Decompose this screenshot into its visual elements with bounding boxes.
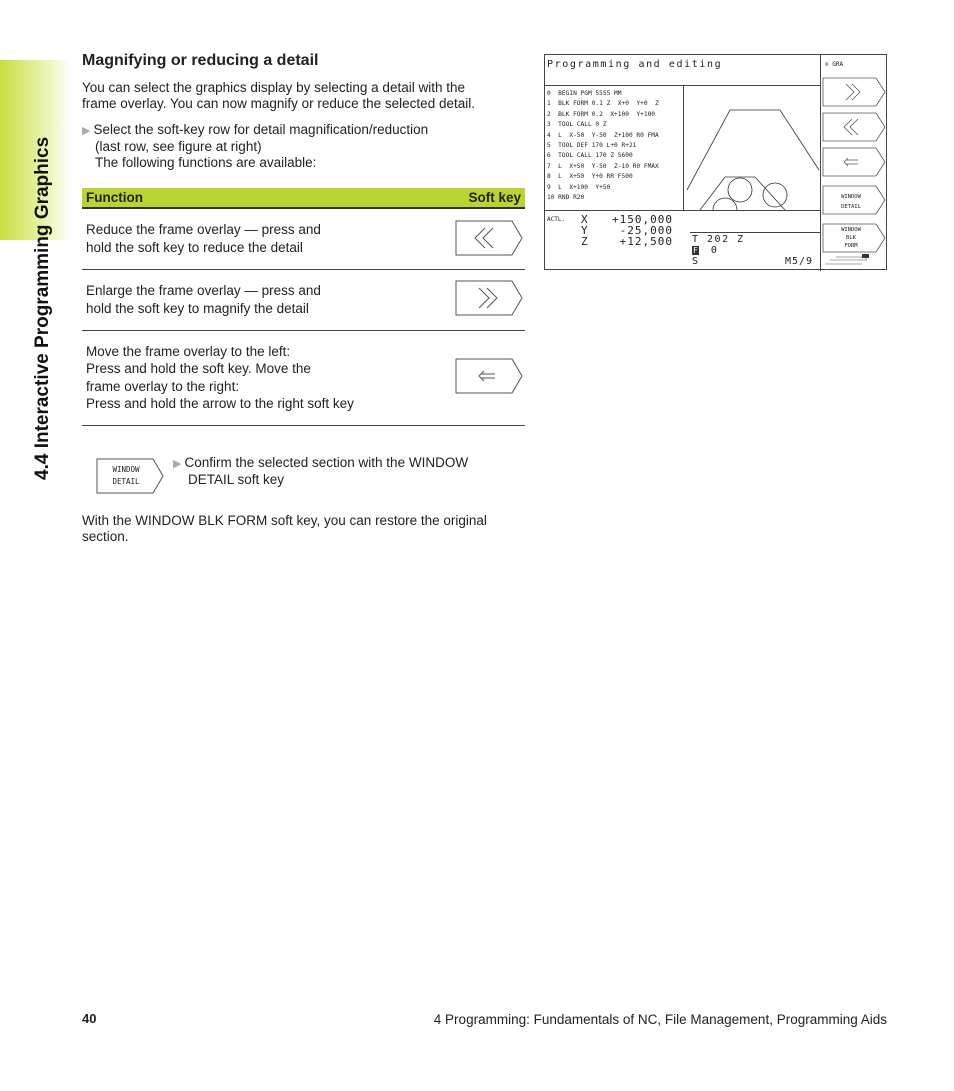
program-line[interactable]: 3 TOOL CALL 0 Z [547, 121, 607, 129]
corner-indicator: ⊙ GRA [825, 61, 844, 68]
screen-title: Programming and editing [547, 59, 723, 70]
program-line[interactable]: 9 L X+100 Y+50 [547, 183, 611, 191]
table-row [82, 269, 525, 330]
program-line[interactable]: 10 RND R20 [547, 194, 585, 202]
col-header-function: Function [82, 188, 437, 208]
function-description: Move the frame overlay to the left: Press and hold the soft key. Move the frame overlay to the right: Press and hold the arrow to the right soft key [82, 330, 437, 425]
program-line[interactable]: 8 L X+50 Y+0 RR F500 [547, 173, 633, 181]
program-line[interactable]: 2 BLK FORM 0.2 X+100 Y+100 [547, 110, 656, 118]
program-line[interactable]: 6 TOOL CALL 170 Z S600 [547, 152, 633, 160]
softkey-label: DETAIL [112, 477, 140, 486]
tnc-screen-figure [544, 54, 887, 270]
softkey-label: WINDOW [112, 465, 140, 474]
page-number: 40 [82, 1011, 97, 1026]
side-chapter-title: 4.4 Interactive Programming Graphics [32, 136, 53, 480]
bullet-triangle-icon: ▶ [173, 458, 182, 470]
feed-status: F 0 [693, 245, 717, 256]
screen-softkey-window-detail[interactable]: WINDOW DETAIL [841, 194, 861, 210]
double-chevron-right-icon[interactable] [455, 280, 521, 314]
window-detail-softkey[interactable] [96, 458, 164, 494]
program-line[interactable]: 1 BLK FORM 0.1 Z X+0 Y+0 Z [547, 100, 659, 108]
restore-paragraph: With the WINDOW BLK FORM soft key, you can restore the original section. [82, 513, 487, 544]
program-line[interactable]: 4 L X-50 Y-50 Z+100 R0 FMA [547, 131, 659, 139]
actl-label: ACTL. [547, 216, 566, 223]
graphics-view [685, 95, 820, 210]
spindle-status: S [692, 256, 699, 267]
confirm-instruction: ▶ Confirm the selected section with the WINDOW DETAIL soft key [173, 455, 469, 487]
function-description: Enlarge the frame overlay — press and hold the soft key to magnify the detail [82, 269, 437, 330]
m-function-status: M5/9 [785, 256, 814, 267]
intro-paragraph: You can select the graphics display by selecting a detail with the frame overlay. You can now magnify or reduce the selected detail. [82, 80, 475, 111]
table-row [82, 208, 525, 269]
arrow-left-icon[interactable] [455, 358, 521, 392]
footer-chapter-text: 4 Programming: Fundamentals of NC, File Management, Programming Aids [433, 1012, 887, 1027]
program-line[interactable]: 0 BEGIN PGM 5555 MM [547, 90, 622, 97]
function-table [82, 188, 525, 426]
function-description: Reduce the frame overlay — press and hold the soft key to reduce the detail [82, 208, 437, 269]
position-display: X +150,000 Y -25,000 Z +12,500 [581, 213, 673, 248]
program-line[interactable]: 5 TOOL DEF 170 L+0 R+21 [547, 142, 637, 150]
step-instruction: ▶ Select the soft-key row for detail magnification/reduction (last row, see figure at right) The following functions are available: [82, 122, 429, 170]
table-row [82, 330, 525, 425]
section-heading: Magnifying or reducing a detail [82, 52, 319, 69]
clock-icon: ⊙ [825, 61, 829, 68]
screen-softkey-window-blk-form[interactable]: WINDOW BLK FORM [841, 227, 861, 249]
bullet-triangle-icon: ▶ [82, 125, 91, 137]
double-chevron-left-icon[interactable] [455, 220, 521, 254]
program-line[interactable]: 7 L X+50 Y-50 Z-10 R0 FMAX [547, 162, 659, 170]
tool-status: T 202 Z [692, 234, 745, 245]
program-listing [547, 89, 659, 203]
col-header-softkey: Soft key [437, 188, 525, 208]
